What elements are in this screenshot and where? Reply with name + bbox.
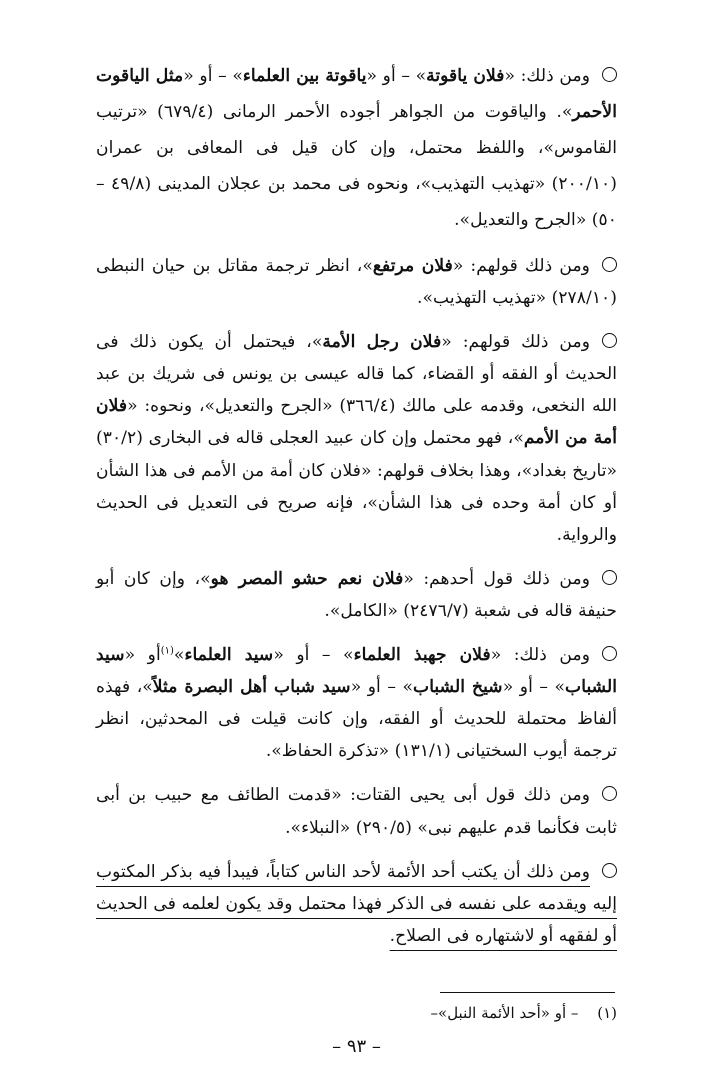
- footnote-text: – أو «أحد الأئمة النبل»–: [430, 1004, 579, 1022]
- bold-phrase: مثل الياقوت الأحمر: [96, 66, 617, 122]
- text-run: »، وإن كان أبو حنيفة قاله فى شعبة (٢٤٧٦/٧) «الكامل».: [96, 568, 617, 621]
- text-run: »، فهذه ألفاظ محتملة للحديث أو الفقه، وإن كانت قيلت فى المحدثين، انظر ترجمة أيوب السختيانى (١٣١/١) «تذكرة الحفاظ».: [96, 677, 617, 762]
- circle-bullet-icon: [602, 257, 617, 272]
- bold-phrase: فلان نعم حشو المصر هو: [210, 568, 404, 589]
- bold-phrase: شيخ الشباب: [413, 677, 503, 698]
- paragraph: [96, 779, 617, 843]
- text-run: » – أو «: [366, 66, 427, 86]
- body-text: [96, 58, 617, 952]
- footnote: [431, 1004, 617, 1022]
- text-run: »، انظر ترجمة مقاتل بن حيان النبطى (٢٧٨/١٠) «تهذيب التهذيب».: [96, 256, 617, 309]
- bold-phrase: ياقوتة بين العلماء: [242, 66, 367, 86]
- circle-bullet-icon: [602, 333, 617, 348]
- paragraph: [96, 639, 617, 767]
- bold-phrase: فلان أمة من الأمم: [96, 396, 617, 449]
- paragraph: [96, 563, 617, 627]
- paragraph: [96, 250, 617, 314]
- text-run: »، فهو محتمل وإن كان عبيد العجلى قاله فى البخارى (٣٠/٢) «تاريخ بغداد»، وهذا بخلاف قولهم: «فلان كان أمة من الأمم فى هذا الشأن أو كان أمة وحده فى هذا الشأن»، فإنه صريح فى التعديل فى الحديث والرواية.: [96, 428, 617, 545]
- bold-phrase: سيد العلماء: [184, 645, 274, 666]
- text-run: ومن ذلك قول أحدهم: «: [403, 568, 590, 589]
- text-run: » – أو «: [273, 645, 354, 666]
- text-run: »: [173, 645, 185, 666]
- paragraph: [96, 58, 617, 238]
- text-run: ومن ذلك أن يكتب أحد الأئمة لأحد الناس كتاباً، فيبدأ فيه بذكر المكتوب إليه ويقدمه على نفسه فى الذكر فهذا محتمل وقد يكون لعلمه فى الحديث أو لفقهه أو لاشتهاره فى الصلاح.: [96, 861, 617, 946]
- text-run: ومن ذلك: «: [490, 645, 591, 666]
- bold-phrase: فلان رجل الأمة: [322, 332, 442, 353]
- text-run: ومن ذلك قول أبى يحيى القتات: «قدمت الطائف مع حبيب بن أبى ثابت فكأنما قدم عليهم نبى» (٢٩٠/٥) «النبلاء».: [96, 785, 617, 838]
- text-run: » – أو «: [183, 66, 243, 86]
- text-run: ومن ذلك: «: [504, 66, 591, 86]
- circle-bullet-icon: [602, 67, 617, 82]
- circle-bullet-icon: [602, 786, 617, 801]
- footnote-separator: [440, 992, 615, 993]
- bold-phrase: سيد شباب أهل البصرة مثلاً: [152, 677, 351, 698]
- text-run: ومن ذلك قولهم: «: [441, 332, 590, 353]
- text-run: »، فيحتمل أن يكون ذلك فى الحديث أو الفقه أو القضاء، كما قاله عيسى بن يونس فى شريك بن عبد الله النخعى، وقدمه على مالك (٣٦٦/٤) «الجرح والتعديل»، ونحوه: «: [96, 332, 617, 417]
- bold-phrase: فلان ياقوتة: [426, 66, 505, 86]
- text-run: أو «: [124, 645, 161, 666]
- bold-phrase: فلان جهبذ العلماء: [353, 645, 491, 666]
- page-number: – ٩٣ –: [332, 1036, 381, 1057]
- circle-bullet-icon: [602, 570, 617, 585]
- bold-phrase: فلان مرتفع: [372, 256, 453, 276]
- text-run: ومن ذلك قولهم: «: [452, 256, 590, 276]
- text-run: » – أو «: [502, 677, 566, 698]
- text-run: » – أو «: [350, 677, 414, 698]
- circle-bullet-icon: [602, 646, 617, 661]
- circle-bullet-icon: [602, 863, 617, 878]
- footnote-ref: (١): [160, 645, 174, 657]
- text-run: ». والياقوت من الجواهر أجوده الأحمر الرمانى (٦٧٩/٤) «ترتيب القاموس»، واللفظ محتمل، وإن كان قيل فى المعافى بن عمران (٢٠٠/١٠) «تهذيب التهذيب»، ونحوه فى محمد بن عجلان المدينى (٤٩/٨ – ٥٠) «الجرح والتعديل».: [96, 102, 618, 230]
- paragraph: [96, 856, 617, 952]
- footnote-number: (١): [597, 1004, 617, 1022]
- paragraph: [96, 326, 617, 551]
- bold-phrase: سيد الشباب: [96, 645, 617, 698]
